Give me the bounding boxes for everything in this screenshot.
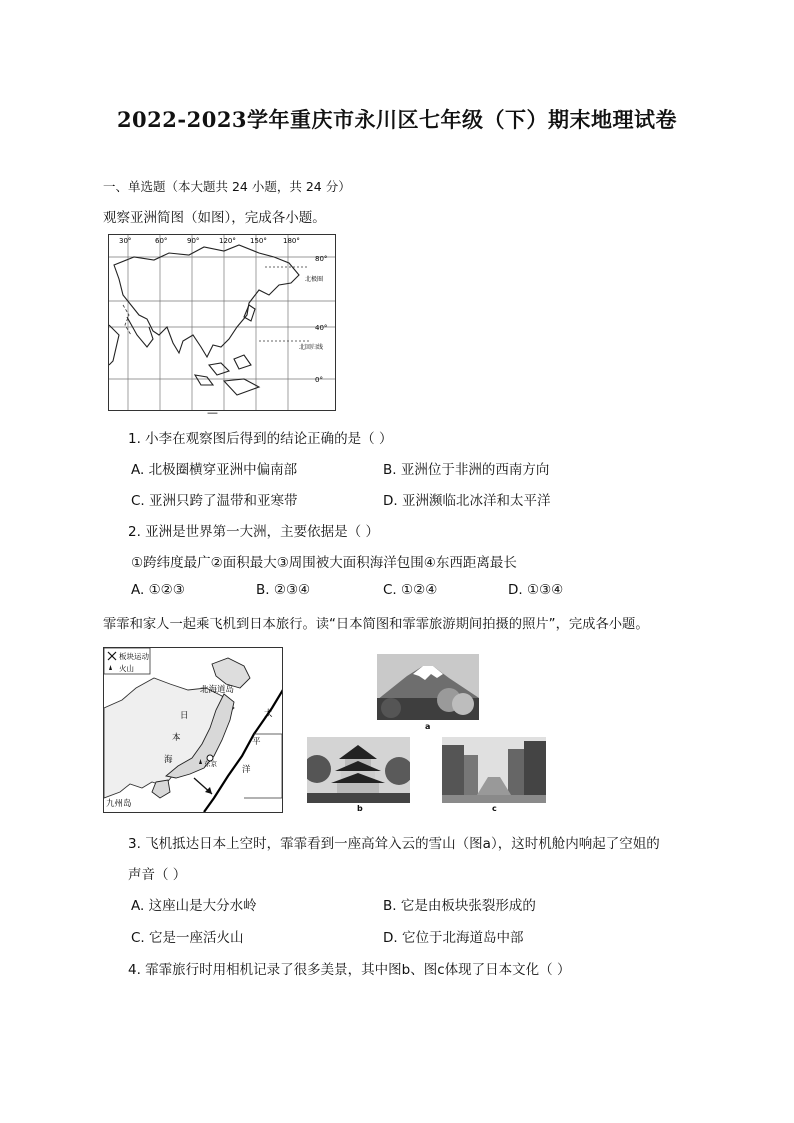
q2-option-d[interactable]: D. ①③④: [508, 582, 564, 598]
legend-plate-label: 板块运动: [119, 652, 149, 661]
lat-label-80: 80°: [315, 255, 328, 263]
intro-text-japan: 霏霏和家人一起乘飞机到日本旅行。读“日本简图和霏霏旅游期间拍摄的照片”，完成各小题。: [103, 617, 649, 632]
photo-a-caption: a: [425, 722, 431, 731]
asia-map-svg: [109, 235, 335, 410]
lon-label-90: 90°: [187, 237, 200, 245]
q3-stem-line2: 声音（ ）: [128, 867, 187, 883]
q2-option-b[interactable]: B. ②③④: [256, 582, 311, 598]
page-title: 2022-2023学年重庆市永川区七年级（下）期末地理试卷: [116, 107, 678, 132]
sea-label-1: 日: [180, 711, 189, 721]
q3-stem-line1: 3. 飞机抵达日本上空时，霏霏看到一座高耸入云的雪山（图a），这时机舱内响起了空姐的: [128, 836, 660, 852]
lon-label-180: 180°: [283, 237, 300, 245]
q3-option-b[interactable]: B. 它是由板块张裂形成的: [383, 898, 536, 914]
lat-label-40: 40°: [315, 324, 328, 332]
ocean-label-2: 平: [252, 737, 261, 747]
asia-map-bottom-mark: —: [207, 406, 218, 419]
tokyo-label: 东京: [204, 760, 217, 768]
q2-option-c[interactable]: C. ①②④: [383, 582, 438, 598]
photo-c-city: [442, 737, 546, 803]
arctic-circle-label: 北极圈: [305, 276, 324, 283]
ocean-label-1: 太: [264, 709, 273, 719]
photo-c-caption: c: [492, 804, 497, 813]
q3-option-a[interactable]: A. 这座山是大分水岭: [131, 898, 257, 914]
sea-label-3: 海: [164, 755, 173, 765]
kyushu-label: 九州岛: [106, 799, 132, 809]
photo-a-snow-mountain: [377, 654, 479, 720]
hokkaido-label: 北海道岛: [200, 685, 235, 695]
photo-b-caption: b: [357, 804, 363, 813]
q1-stem: 1. 小李在观察图后得到的结论正确的是（ ）: [128, 431, 393, 447]
asia-map: [108, 234, 336, 411]
lat-label-0: 0°: [315, 376, 323, 384]
japan-map: [103, 647, 283, 813]
lon-label-30: 30°: [119, 237, 132, 245]
section-heading: 一、单选题（本大题共 24 小题，共 24 分）: [103, 179, 351, 194]
q3-option-c[interactable]: C. 它是一座活火山: [131, 930, 244, 946]
lon-label-60: 60°: [155, 237, 168, 245]
sea-label-2: 本: [172, 733, 181, 743]
q3-option-d[interactable]: D. 它位于北海道岛中部: [383, 930, 524, 946]
q4-stem: 4. 霏霏旅行时用相机记录了很多美景，其中图b、图c体现了日本文化（ ）: [128, 962, 571, 978]
photo-b-castle: [307, 737, 410, 803]
q1-option-c[interactable]: C. 亚洲只跨了温带和亚寒带: [131, 493, 298, 509]
lon-label-150: 150°: [250, 237, 267, 245]
q1-option-b[interactable]: B. 亚洲位于非洲的西南方向: [383, 462, 550, 478]
tropic-label: 北回归线: [299, 344, 324, 351]
q2-detail: ①跨纬度最广②面积最大③周围被大面积海洋包围④东西距离最长: [131, 555, 517, 571]
lon-label-120: 120°: [219, 237, 236, 245]
q2-option-a[interactable]: A. ①②③: [131, 582, 185, 598]
q1-option-a[interactable]: A. 北极圈横穿亚洲中偏南部: [131, 462, 298, 478]
legend-volcano-label: 火山: [119, 664, 134, 673]
q1-option-d[interactable]: D. 亚洲濒临北冰洋和太平洋: [383, 493, 551, 509]
ocean-label-3: 洋: [242, 765, 251, 775]
japan-map-svg: [104, 648, 282, 812]
q2-stem: 2. 亚洲是世界第一大洲，主要依据是（ ）: [128, 524, 379, 540]
intro-text-asia: 观察亚洲简图（如图），完成各小题。: [103, 210, 326, 226]
